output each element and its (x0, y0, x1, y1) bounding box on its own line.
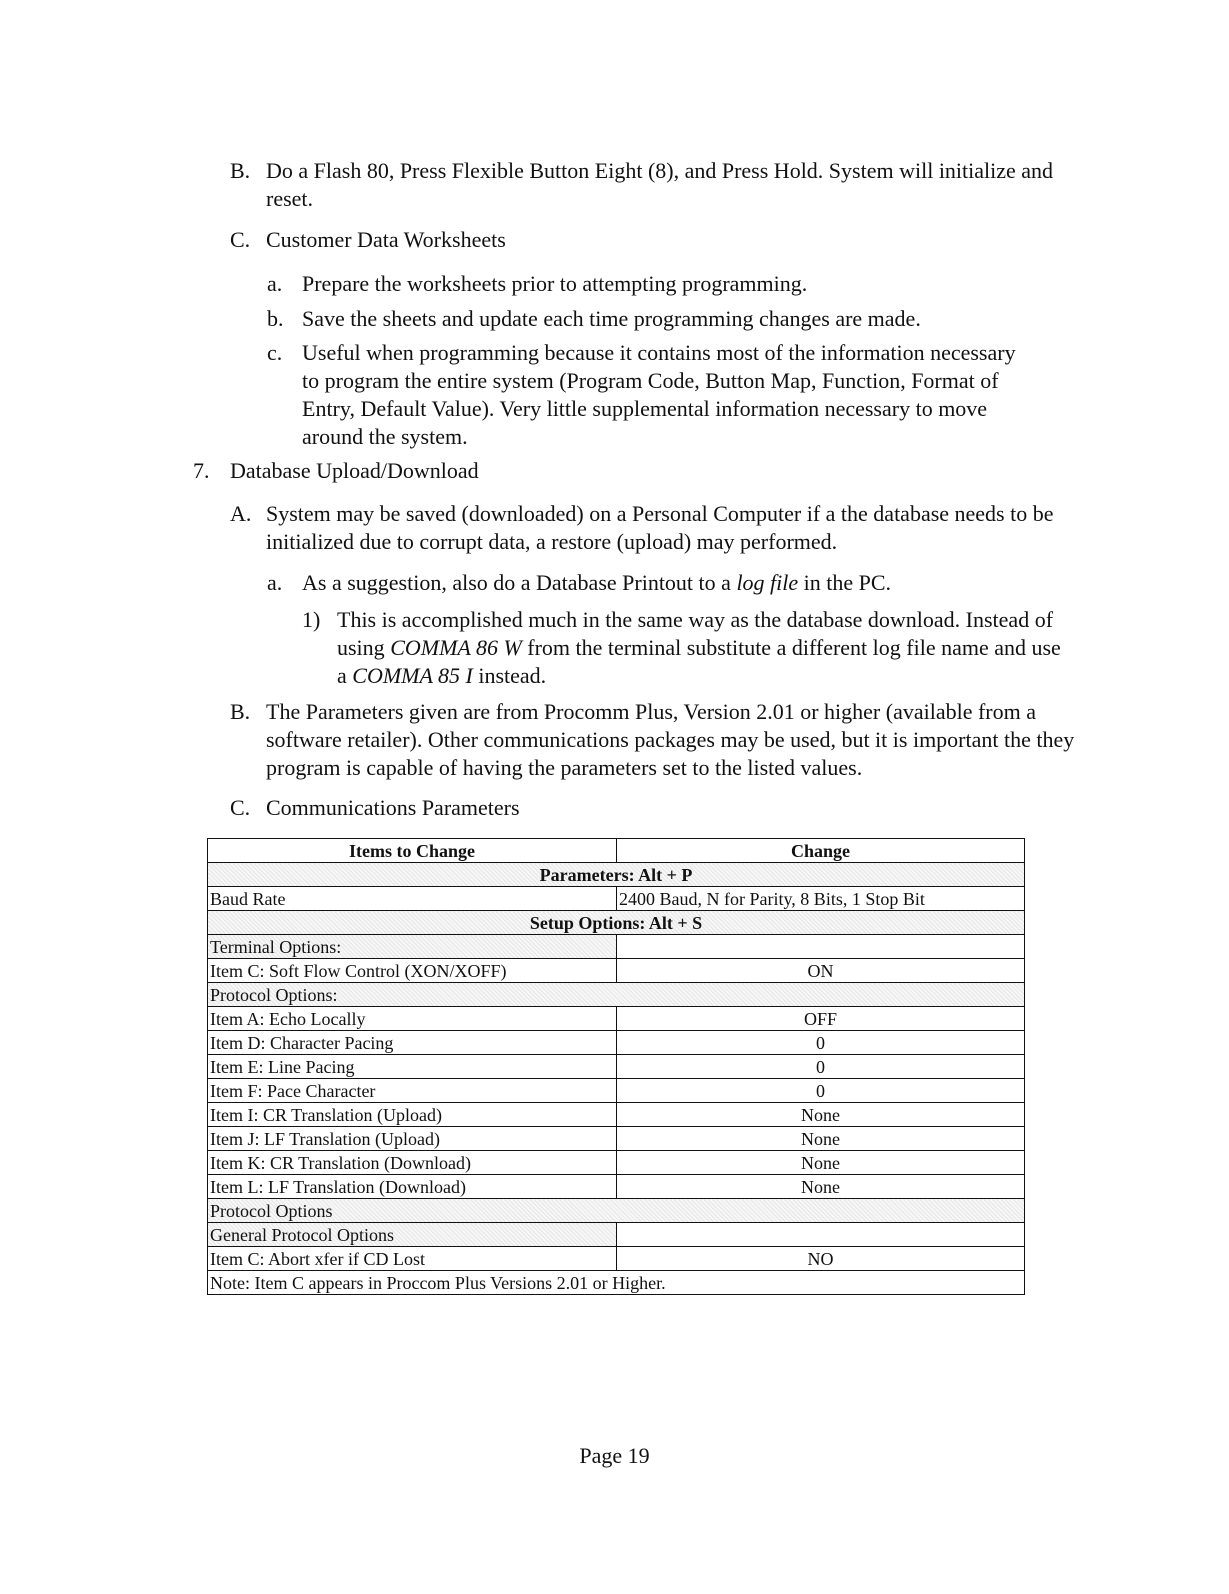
empty-cell (617, 935, 1025, 959)
item-text: Customer Data Worksheets (266, 227, 506, 252)
row-value: None (617, 1127, 1025, 1151)
outline-item-7c (230, 794, 1080, 822)
table-row (208, 1175, 1025, 1199)
item-marker: 7. (193, 458, 210, 483)
item-marker: A. (230, 501, 252, 526)
table-row (208, 1031, 1025, 1055)
item-text: The Parameters given are from Procomm Plus, Version 2.01 or higher (available from a software retailer). Other communications packages may be used, but it is important the they program is capable of having the parameters set to the listed values. (266, 699, 1075, 780)
row-item: Item L: LF Translation (Download) (208, 1175, 617, 1199)
outline-item-ws-a (267, 270, 1067, 298)
item-marker: C. (230, 227, 251, 252)
row-value: None (617, 1175, 1025, 1199)
group-row-protocol-options (208, 983, 1025, 1007)
item-text: Database Upload/Download (230, 458, 479, 483)
text-part: in the PC. (798, 570, 892, 595)
group-label: General Protocol Options (208, 1223, 617, 1247)
outline-item-7a (230, 500, 1080, 556)
outline-item-7a-a-1 (302, 606, 1072, 690)
outline-item-ws-b (267, 305, 1067, 333)
item-marker: 1) (302, 607, 321, 632)
table-row (208, 1151, 1025, 1175)
item-text: Communications Parameters (266, 795, 520, 820)
table-row (208, 1103, 1025, 1127)
row-value: ON (617, 959, 1025, 983)
item-text: Prepare the worksheets prior to attempting programming. (302, 271, 808, 296)
outline-item-7a-a (267, 569, 1067, 597)
table-row (208, 887, 1025, 911)
italic-text: COMMA 85 I (352, 663, 473, 688)
row-value: 0 (617, 1055, 1025, 1079)
header-change: Change (617, 839, 1025, 863)
text-part: As a suggestion, also do a Database Printout to a (302, 570, 737, 595)
item-marker: b. (267, 306, 284, 331)
empty-cell (617, 1223, 1025, 1247)
row-value: None (617, 1151, 1025, 1175)
row-item: Item D: Character Pacing (208, 1031, 617, 1055)
italic-text: COMMA 86 W (390, 635, 522, 660)
outline-item-7b (230, 698, 1080, 782)
table-row (208, 959, 1025, 983)
communications-parameters-table (207, 838, 1025, 1295)
item-marker: B. (230, 699, 251, 724)
row-item: Item E: Line Pacing (208, 1055, 617, 1079)
item-text (302, 569, 1067, 597)
item-marker: B. (230, 158, 251, 183)
group-label: Terminal Options: (208, 935, 617, 959)
item-text: Do a Flash 80, Press Flexible Button Eight (8), and Press Hold. System will initialize and reset. (266, 158, 1054, 211)
text-part: from the terminal substitute a different log file name and use a (337, 635, 1061, 688)
row-item: Item I: CR Translation (Upload) (208, 1103, 617, 1127)
item-marker: c. (267, 340, 283, 365)
section-row-parameters (208, 863, 1025, 887)
row-value: 0 (617, 1079, 1025, 1103)
section-label: Setup Options: Alt + S (208, 911, 1025, 935)
outline-item-ws-c (267, 339, 1037, 451)
row-value: NO (617, 1247, 1025, 1271)
row-item: Item J: LF Translation (Upload) (208, 1127, 617, 1151)
section-label: Parameters: Alt + P (208, 863, 1025, 887)
table-note-row (208, 1271, 1025, 1295)
item-marker: a. (267, 271, 283, 296)
section-row-setup-options (208, 911, 1025, 935)
item-marker: C. (230, 795, 251, 820)
table-row (208, 1127, 1025, 1151)
item-text: Useful when programming because it contains most of the information necessary to program the entire system (Program Code, Button Map, Function, Format of Entry, Default Value). Very little supplemental information necessary to move around the system. (302, 340, 1016, 449)
table-row (208, 1079, 1025, 1103)
row-value: OFF (617, 1007, 1025, 1031)
text-part: instead. (472, 663, 547, 688)
row-value: 0 (617, 1031, 1025, 1055)
table-row (208, 1247, 1025, 1271)
row-item: Baud Rate (208, 887, 617, 911)
item-marker: a. (267, 570, 283, 595)
group-label: Protocol Options: (208, 983, 1025, 1007)
item-text (337, 606, 1072, 690)
italic-text: log file (736, 570, 799, 595)
group-row-general-protocol-options (208, 1223, 1025, 1247)
row-item: Item K: CR Translation (Download) (208, 1151, 617, 1175)
group-row-protocol-options-2 (208, 1199, 1025, 1223)
group-row-terminal-options (208, 935, 1025, 959)
section-7-heading (193, 457, 793, 485)
table-note: Note: Item C appears in Proccom Plus Versions 2.01 or Higher. (208, 1271, 1025, 1295)
header-items-to-change: Items to Change (208, 839, 617, 863)
table-header-row (208, 839, 1025, 863)
row-item: Item F: Pace Character (208, 1079, 617, 1103)
row-value: None (617, 1103, 1025, 1127)
row-value: 2400 Baud, N for Parity, 8 Bits, 1 Stop Bit (617, 887, 1025, 911)
outline-item-c-worksheets (230, 226, 1080, 254)
row-item: Item C: Soft Flow Control (XON/XOFF) (208, 959, 617, 983)
outline-item-b-flash (230, 157, 1080, 213)
table-row (208, 1055, 1025, 1079)
text-part: This is accomplished much in the same way as the database download. Instead of using (337, 607, 1054, 660)
row-item: Item A: Echo Locally (208, 1007, 617, 1031)
item-text: System may be saved (downloaded) on a Personal Computer if a the database needs to be initialized due to corrupt data, a restore (upload) may performed. (266, 501, 1054, 554)
table-row (208, 1007, 1025, 1031)
item-text: Save the sheets and update each time programming changes are made. (302, 306, 921, 331)
row-item: Item C: Abort xfer if CD Lost (208, 1247, 617, 1271)
group-label: Protocol Options (208, 1199, 1025, 1223)
page-number: Page 19 (579, 1443, 650, 1468)
